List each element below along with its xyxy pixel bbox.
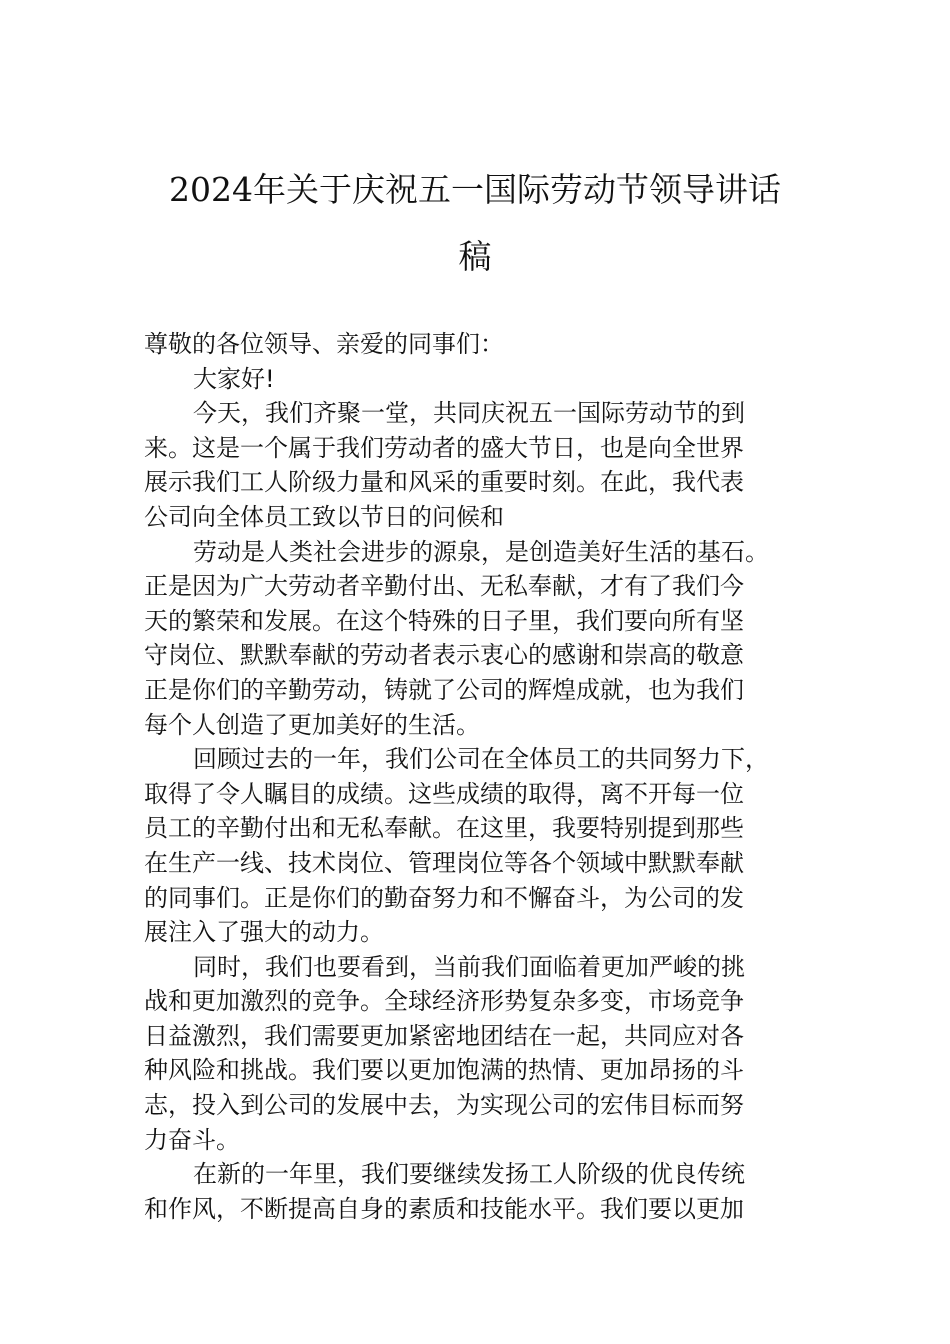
body-text-line: 展注入了强大的动力。 — [144, 918, 384, 947]
body-text-line: 和作风，不断提高自身的素质和技能水平。我们要以更加 — [144, 1194, 744, 1223]
body-text-line: 在生产一线、技术岗位、管理岗位等各个领域中默默奉献 — [144, 848, 744, 877]
document-body — [144, 327, 834, 1226]
body-text-line: 展示我们工人阶级力量和风采的重要时刻。在此，我代表 — [144, 468, 744, 497]
body-text-line: 在新的一年里，我们要继续发扬工人阶级的优良传统 — [193, 1160, 745, 1189]
body-text-line: 劳动是人类社会进步的源泉，是创造美好生活的基石。 — [193, 537, 769, 566]
body-text-line: 力奋斗。 — [144, 1125, 240, 1154]
body-text-line: 取得了令人瞩目的成绩。这些成绩的取得，离不开每一位 — [144, 779, 744, 808]
body-text-line: 正是因为广大劳动者辛勤付出、无私奉献，才有了我们今 — [144, 572, 744, 601]
body-text-line: 尊敬的各位领导、亲爱的同事们： — [144, 330, 504, 358]
body-text-line: 日益激烈，我们需要更加紧密地团结在一起，共同应对各 — [144, 1021, 744, 1050]
body-text-line: 守岗位、默默奉献的劳动者表示衷心的感谢和崇高的敬意 — [144, 641, 744, 670]
body-text-line: 员工的辛勤付出和无私奉献。在这里，我要特别提到那些 — [144, 814, 744, 843]
body-text-line: 天的繁荣和发展。在这个特殊的日子里，我们要向所有坚 — [144, 606, 744, 635]
body-text-line: 回顾过去的一年，我们公司在全体员工的共同努力下， — [193, 745, 769, 774]
body-text-line: 志，投入到公司的发展中去，为实现公司的宏伟目标而努 — [144, 1091, 744, 1120]
body-text-line: 同时，我们也要看到，当前我们面临着更加严峻的挑 — [193, 952, 745, 981]
body-text-line: 公司向全体员工致以节日的问候和 — [144, 502, 504, 531]
document-title-line-1: 2024年关于庆祝五一国际劳动节领导讲话 — [169, 170, 781, 209]
body-text-line: 大家好! — [193, 364, 275, 393]
body-text-line: 每个人创造了更加美好的生活。 — [144, 710, 480, 739]
body-text-line: 种风险和挑战。我们要以更加饱满的热情、更加昂扬的斗 — [144, 1056, 744, 1085]
document-title-line-2: 稿 — [458, 237, 492, 276]
body-text-line: 正是你们的辛勤劳动，铸就了公司的辉煌成就，也为我们 — [144, 675, 744, 704]
body-text-line: 今天，我们齐聚一堂，共同庆祝五一国际劳动节的到 — [193, 399, 745, 428]
body-text-line: 的同事们。正是你们的勤奋努力和不懈奋斗，为公司的发 — [144, 883, 744, 912]
body-text-line: 来。这是一个属于我们劳动者的盛大节日，也是向全世界 — [144, 433, 744, 462]
body-text-line: 战和更加激烈的竞争。全球经济形势复杂多变，市场竞争 — [144, 987, 744, 1016]
